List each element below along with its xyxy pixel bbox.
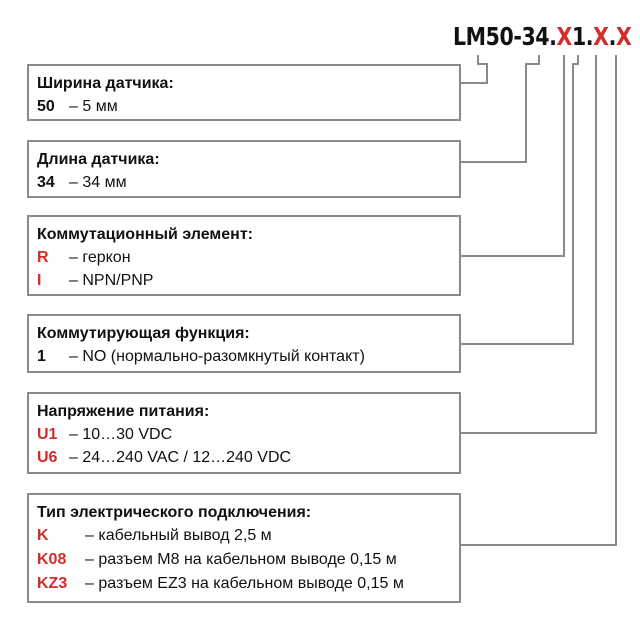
code-part-function: 1. xyxy=(571,22,594,51)
option-code: U1 xyxy=(37,426,58,443)
code-part-dot: . xyxy=(608,22,616,51)
box-switching-function xyxy=(27,314,461,373)
box-title: Напряжение питания: xyxy=(37,403,210,420)
option-desc: – разъем EZ3 на кабельном выводе 0,15 м xyxy=(85,575,404,592)
code-part-connection-placeholder: X xyxy=(615,22,632,51)
box-width xyxy=(27,64,461,121)
box-title: Коммутационный элемент: xyxy=(37,226,253,243)
option-desc: – 10…30 VDC xyxy=(69,426,173,443)
connector-width xyxy=(461,55,487,83)
connector-function xyxy=(461,55,578,344)
connector-length xyxy=(461,55,539,162)
option-desc: – NPN/PNP xyxy=(69,272,154,289)
box-title: Коммутирующая функция: xyxy=(37,325,250,342)
box-length xyxy=(27,140,461,198)
box-switching-element xyxy=(27,215,461,296)
option-code: K xyxy=(37,527,49,544)
option-code: R xyxy=(37,249,49,266)
option-code: 34 xyxy=(37,174,55,191)
option-code: U6 xyxy=(37,449,58,466)
option-code: K08 xyxy=(37,551,67,568)
option-desc: – 24…240 VAC / 12…240 VDC xyxy=(69,449,292,466)
code-part-voltage-placeholder: X xyxy=(593,22,609,51)
code-part-element-placeholder: X xyxy=(556,22,572,51)
option-code: I xyxy=(37,272,42,289)
code-part-prefix: LM50-34. xyxy=(453,22,557,51)
connector-voltage xyxy=(461,55,596,433)
option-desc: – разъем М8 на кабельном выводе 0,15 м xyxy=(85,551,397,568)
box-title: Тип электрического подключения: xyxy=(37,504,312,521)
option-code: 1 xyxy=(37,348,46,365)
box-title: Длина датчика: xyxy=(37,151,160,168)
option-desc: – NO (нормально-разомкнутый контакт) xyxy=(69,348,365,365)
connector-connection xyxy=(461,55,616,545)
box-connection-type xyxy=(27,493,461,603)
option-desc: – 5 мм xyxy=(69,98,118,115)
option-desc: – 34 мм xyxy=(69,174,127,191)
option-desc: – кабельный вывод 2,5 м xyxy=(85,527,272,544)
connector-element xyxy=(461,55,564,256)
box-title: Ширина датчика: xyxy=(37,75,174,92)
option-code: KZ3 xyxy=(37,575,68,592)
option-code: 50 xyxy=(37,98,55,115)
option-desc: – геркон xyxy=(69,249,131,266)
box-supply-voltage xyxy=(27,392,461,474)
